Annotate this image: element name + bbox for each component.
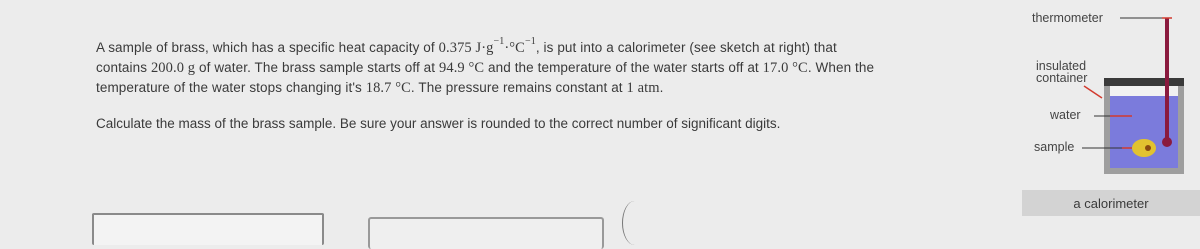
answer-input-box[interactable] — [92, 213, 324, 245]
question-line-1 — [96, 38, 1016, 58]
specific-heat-number: 0.375 J·g — [438, 40, 494, 56]
container-lid — [1104, 78, 1184, 86]
insulated-label-line-2: container — [1036, 71, 1088, 85]
exponent-g: −1 — [493, 36, 505, 48]
thermometer-stem — [1165, 18, 1169, 140]
question-line-2-mid: of water. The brass sample starts off at — [199, 60, 436, 75]
question-line-3-mid: . The pressure remains constant at — [410, 80, 623, 95]
question-line-3-end: . — [659, 80, 664, 95]
thermometer-bulb — [1162, 137, 1172, 147]
calorimeter-figure — [1022, 0, 1200, 230]
question-line-3 — [96, 78, 1016, 98]
question-line-2-start: contains — [96, 60, 148, 75]
question-line-3-start: temperature of the water stops changing it's — [96, 80, 362, 95]
answer-toolbar-box[interactable] — [368, 217, 604, 249]
figure-caption: a calorimeter — [1022, 190, 1200, 216]
water-initial-temp: 17.0 °C — [762, 60, 808, 76]
thermometer-label: thermometer — [1032, 11, 1103, 25]
question-line-2-end: . When the — [807, 60, 875, 75]
brass-sample — [1132, 139, 1156, 157]
specific-heat-unit: ·°C — [504, 40, 525, 56]
sample-spot — [1145, 145, 1151, 151]
question-prompt: Calculate the mass of the brass sample. Be sure your answer is rounded to the correct number of significant digits. — [96, 116, 781, 131]
calorimeter-sketch — [1022, 0, 1200, 190]
container-arrow — [1084, 86, 1102, 98]
question-line-1-end: , is put into a calorimeter (see sketch at right) that — [535, 40, 837, 55]
water-label: water — [1050, 108, 1081, 122]
insulated-container-label — [1036, 60, 1087, 84]
exponent-c: −1 — [524, 36, 536, 48]
paren-mark — [622, 201, 647, 245]
pressure-value: 1 atm — [626, 80, 660, 96]
brass-initial-temp: 94.9 °C — [439, 60, 485, 76]
question-line-1-text: A sample of brass, which has a specific heat capacity of — [96, 40, 435, 55]
specific-heat-value — [438, 36, 536, 56]
water-mass-value: 200.0 g — [150, 60, 196, 76]
final-temp-value: 18.7 °C — [365, 80, 411, 96]
question-text — [96, 38, 1016, 98]
question-line-2 — [96, 58, 1016, 78]
question-line-2-mid2: and the temperature of the water starts off at — [488, 60, 759, 75]
sample-label: sample — [1034, 140, 1075, 154]
insulated-label-line-1: insulated — [1036, 59, 1087, 73]
